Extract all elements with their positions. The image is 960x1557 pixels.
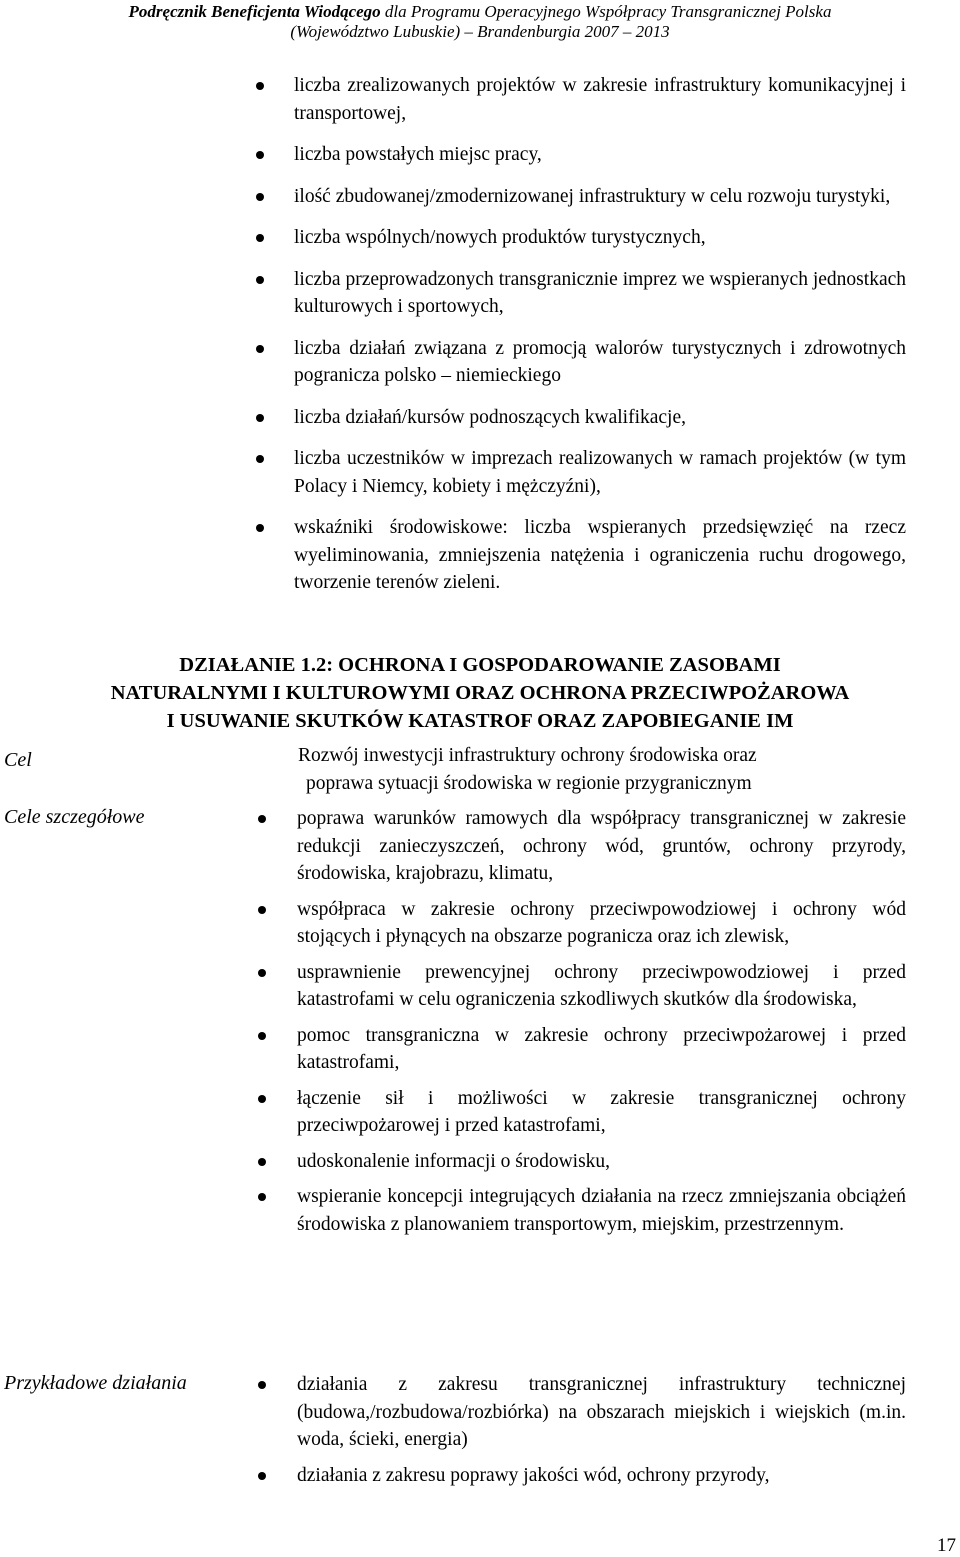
list-item: działania z zakresu poprawy jakości wód, ochrony przyrody, <box>252 1462 906 1490</box>
header-title-bold: Podręcznik Beneficjenta Wiodącego <box>128 2 381 21</box>
list-item: współpraca w zakresie ochrony przeciwpowodziowej i ochrony wód stojących i płynących na obszarze pogranicza oraz ich zlewisk, <box>252 896 906 951</box>
page-number: 17 <box>937 1535 956 1556</box>
section-heading-line: DZIAŁANIE 1.2: OCHRONA I GOSPODAROWANIE ZASOBAMI <box>179 654 781 676</box>
example-actions-list <box>252 1371 906 1497</box>
list-item: liczba uczestników w imprezach realizowanych w ramach projektów (w tym Polacy i Niemcy, kobiety i mężczyźni), <box>250 445 906 500</box>
list-item: liczba zrealizowanych projektów w zakresie infrastruktury komunikacyjnej i transportowej, <box>250 72 906 127</box>
list-item: liczba działań związana z promocją walorów turystycznych i zdrowotnych pogranicza polsko – niemieckiego <box>250 335 906 390</box>
list-item: udoskonalenie informacji o środowisku, <box>252 1148 906 1176</box>
indicator-list <box>250 72 906 611</box>
example-actions-label: Przykładowe działania <box>4 1372 187 1394</box>
list-item: pomoc transgraniczna w zakresie ochrony przeciwpożarowej i przed katastrofami, <box>252 1022 906 1077</box>
header-title <box>0 0 960 22</box>
list-item: liczba przeprowadzonych transgranicznie imprez we wspieranych jednostkach kulturowych i sportowych, <box>250 266 906 321</box>
header-title-rest: dla Programu Operacyjnego Współpracy Transgranicznej Polska <box>380 2 832 21</box>
list-item: wspieranie koncepcji integrujących działania na rzecz zmniejszania obciążeń środowiska z planowaniem transportowym, miejskim, przestrzennym. <box>252 1183 906 1238</box>
list-item: wskaźniki środowiskowe: liczba wspieranych przedsięwzięć na rzecz wyeliminowania, zmniejszenia natężenia i ograniczenia ruchu drogowego, tworzenie terenów zieleni. <box>250 514 906 597</box>
section-heading-line: NATURALNYMI I KULTUROWYMI ORAZ OCHRONA PRZECIWPOŻAROWA <box>110 682 850 704</box>
goal-line: poprawa sytuacji środowiska w regionie przygranicznym <box>306 773 752 794</box>
goal-text <box>298 742 918 798</box>
detailed-goals-label: Cele szczegółowe <box>4 806 145 828</box>
list-item: usprawnienie prewencyjnej ochrony przeciwpowodziowej i przed katastrofami w celu ograniczenia szkodliwych skutków dla środowiska, <box>252 959 906 1014</box>
section-heading <box>0 651 960 735</box>
list-item: łączenie sił i możliwości w zakresie transgranicznej ochrony przeciwpożarowej i przed katastrofami, <box>252 1085 906 1140</box>
detailed-goals-list <box>252 805 906 1246</box>
list-item: liczba działań/kursów podnoszących kwalifikacje, <box>250 404 906 432</box>
list-item: działania z zakresu transgranicznej infrastruktury technicznej (budowa,/rozbudowa/rozbiórka) na obszarach miejskich i wiejskich (m.in. woda, ścieki, energia) <box>252 1371 906 1454</box>
header-subtitle: (Województwo Lubuskie) – Brandenburgia 2007 – 2013 <box>290 22 670 41</box>
page-header <box>0 0 960 42</box>
list-item: liczba powstałych miejsc pracy, <box>250 141 906 169</box>
section-heading-line: I USUWANIE SKUTKÓW KATASTROF ORAZ ZAPOBIEGANIE IM <box>166 710 794 732</box>
goal-line: Rozwój inwestycji infrastruktury ochrony środowiska oraz <box>298 745 757 766</box>
goal-label: Cel <box>4 749 32 771</box>
list-item: liczba wspólnych/nowych produktów turystycznych, <box>250 224 906 252</box>
list-item: poprawa warunków ramowych dla współpracy transgranicznej w zakresie redukcji zanieczyszczeń, ochrony wód, gruntów, ochrony przyrody, środowiska, krajobrazu, klimatu, <box>252 805 906 888</box>
list-item: ilość zbudowanej/zmodernizowanej infrastruktury w celu rozwoju turystyki, <box>250 183 906 211</box>
